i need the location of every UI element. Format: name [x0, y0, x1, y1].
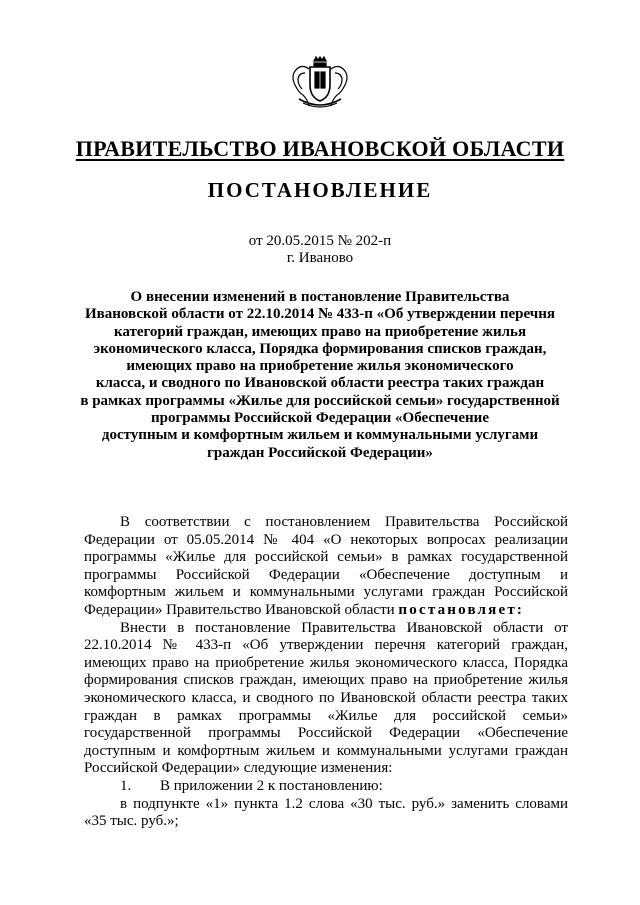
title-line: граждан Российской Федерации» — [207, 444, 433, 461]
document-body — [84, 514, 568, 831]
coat-of-arms-icon — [285, 55, 355, 110]
date-block — [0, 233, 640, 267]
preamble-text: В соответствии с постановлением Правительства Российской Федерации от 05.05.2014 № 404 «О некоторых вопросах реализации программы «Жилье для российской семьи» в рамках государственной программы Российской Федерации «Обеспечение доступным и комфортным жильем и коммунальными услугами граждан Российской Федерации» Правительство Ивановской области — [84, 514, 568, 618]
item-number: 1. — [120, 777, 132, 794]
title-line: класса, и сводного по Ивановской области реестра таких граждан — [95, 375, 545, 392]
title-line: программы Российской Федерации «Обеспечение — [151, 410, 489, 427]
title-line: категорий граждан, имеющих право на приобретение жилья — [113, 323, 527, 340]
change-paragraph: в подпункте «1» пункта 1.2 слова «30 тыс. руб.» заменить словами «35 тыс. руб.»; — [84, 795, 568, 830]
document-type: ПОСТАНОВЛЕНИЕ — [207, 178, 433, 202]
preamble-paragraph — [84, 514, 568, 620]
amendment-paragraph: Внести в постановление Правительства Ивановской области от 22.10.2014 № 433-п «Об утверждении перечня категорий граждан, имеющих право на приобретение жилья экономического класса, Порядка формирования списков граждан, имеющих право на приобретение жилья экономического класса, и сводного по Ивановской области реестра таких граждан в рамках программы «Жилье для российской семьи» государственной программы Российской Федерации «Обеспечение доступным и комфортным жильем и коммунальными услугами граждан Российской Федерации» следующие изменения: — [84, 619, 568, 777]
organization-title: ПРАВИТЕЛЬСТВО ИВАНОВСКОЙ ОБЛАСТИ — [75, 136, 565, 161]
title-line: Ивановской области от 22.10.2014 № 433-п «Об утверждении перечня — [85, 306, 555, 323]
city: г. Иваново — [286, 250, 354, 266]
title-line: экономического класса, Порядка формирования списков граждан, — [93, 340, 547, 357]
resolves-keyword: постановляет: — [398, 601, 525, 618]
title-line: О внесении изменений в постановление Правительства — [130, 289, 510, 305]
title-line: доступным и комфортным жильем и коммунальными услугами — [101, 427, 539, 444]
title-line: имеющих право на приобретение жилья экономического — [126, 358, 514, 375]
title-line: в рамках программы «Жилье для российской семьи» государственной — [80, 392, 560, 409]
numbered-item — [84, 778, 568, 796]
document-title — [70, 289, 570, 462]
item-text: В приложении 2 к постановлению: — [160, 777, 383, 794]
date-number: от 20.05.2015 № 202-п — [248, 233, 392, 249]
